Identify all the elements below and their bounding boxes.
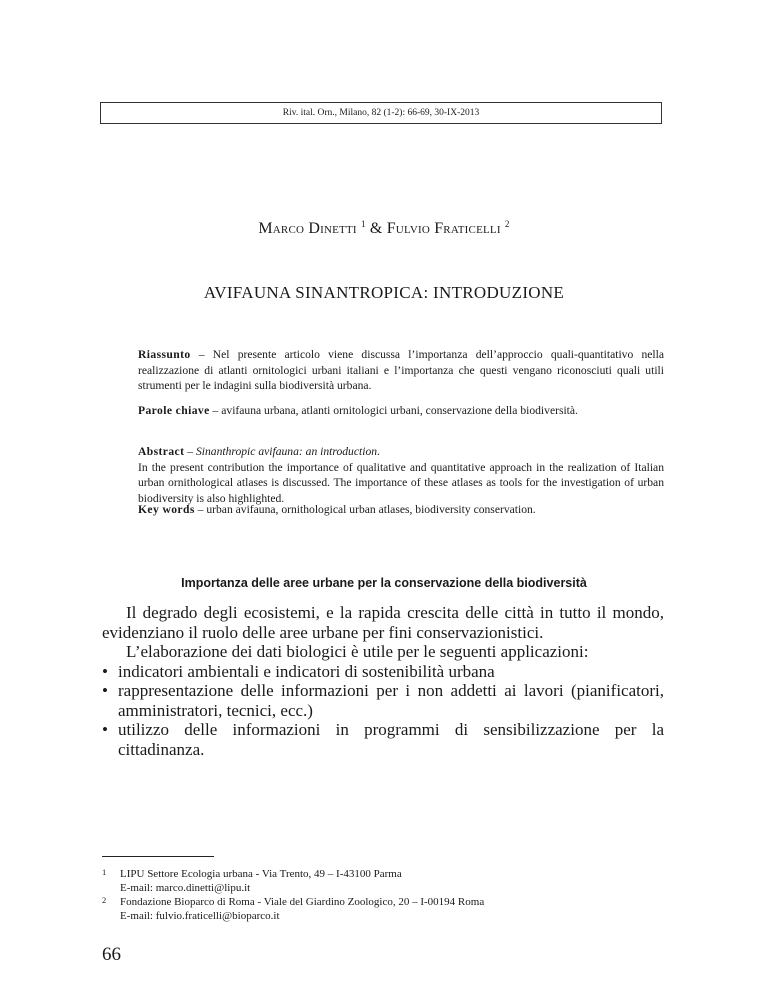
running-head-text: Riv. ital. Orn., Milano, 82 (1-2): 66-69, 30-IX-2013: [282, 108, 480, 118]
list-item: [102, 720, 664, 759]
footnote-2-number: 2: [102, 895, 107, 905]
list-item-text: utilizzo delle informazioni in programmi di sensibilizzazione per la cittadinanza.: [118, 720, 664, 759]
article-title: AVIFAUNA SINANTROPICA: INTRODUZIONE: [203, 283, 565, 302]
parole-chiave-block: [102, 403, 664, 419]
bullet-icon: •: [102, 720, 108, 739]
abstract-label: Abstract: [138, 445, 185, 458]
parole-chiave-text: avifauna urbana, atlanti ornitologici urbani, conservazione della biodiversità.: [221, 404, 578, 417]
footnote-2: [102, 895, 664, 923]
footnote-2-affiliation: Fondazione Bioparco di Roma - Viale del Giardino Zoologico, 20 – I-00194 Roma: [120, 896, 485, 908]
author-2-affiliation-marker: 2: [504, 219, 510, 229]
body-paragraph-1: Il degrado degli ecosistemi, e la rapida crescita delle città in tutto il mondo, evidenziano il ruolo delle aree urbane per fini conservazionistici.: [102, 603, 664, 642]
authors-line: [0, 219, 768, 238]
footnote-rule: [102, 856, 214, 857]
footnote-1-number: 1: [102, 867, 107, 877]
key-words-label: Key words: [138, 503, 195, 516]
riassunto-block: [102, 347, 664, 394]
abstract-block: [102, 444, 664, 506]
riassunto-label: Riassunto: [138, 348, 191, 361]
author-2: Fulvio Fraticelli: [386, 220, 501, 237]
author-1: Marco Dinetti: [258, 220, 357, 237]
abstract-title-end: .: [377, 445, 380, 458]
applications-list: [102, 662, 664, 760]
key-words-text: urban avifauna, ornithological urban atlases, biodiversity conservation.: [206, 503, 536, 516]
footnote-1-affiliation: LIPU Settore Ecologia urbana - Via Trento, 49 – I-43100 Parma: [120, 868, 402, 880]
page-number: 66: [102, 944, 121, 965]
key-words-block: [102, 502, 664, 518]
riassunto-text: Nel presente articolo viene discussa l’importanza dell’approccio quali-quantitativo nella realizzazione di atlanti ornitologici urbani italiani e l’importanza che questi vengano riconosciuti quali utili strumenti per le indagini sulla biodiversità urbana.: [138, 348, 664, 392]
bullet-icon: •: [102, 681, 108, 700]
footnote-1-email: E-mail: marco.dinetti@lipu.it: [120, 882, 251, 894]
riassunto-dash: –: [198, 348, 205, 361]
list-item: [102, 662, 664, 682]
abstract-dash: –: [187, 445, 194, 458]
list-item-text: rappresentazione delle informazioni per i non addetti ai lavori (pianificatori, amministratori, tecnici, ecc.): [118, 681, 664, 720]
body-paragraph-2: L’elaborazione dei dati biologici è utile per le seguenti applicazioni:: [126, 642, 589, 661]
footnote-1: [102, 867, 664, 895]
abstract-text: In the present contribution the importance of qualitative and quantitative approach in the realization of Italian urban ornithological atlases is discussed. The importance of these atlases as tools for the investigation of urban biodiversity is also highlighted.: [138, 460, 664, 505]
key-words-dash: –: [197, 503, 204, 516]
section-heading: Importanza delle aree urbane per la conservazione della biodiversità: [181, 576, 587, 590]
list-item: [102, 681, 664, 720]
list-item-text: indicatori ambientali e indicatori di sostenibilità urbana: [118, 661, 495, 681]
author-1-affiliation-marker: 1: [360, 219, 366, 229]
body-text: [102, 603, 664, 759]
parole-chiave-dash: –: [212, 404, 219, 417]
author-separator: &: [369, 220, 383, 237]
running-head: [100, 102, 662, 124]
parole-chiave-label: Parole chiave: [138, 404, 210, 417]
bullet-icon: •: [102, 661, 108, 681]
abstract-title: Sinanthropic avifauna: an introduction: [195, 445, 378, 458]
footnote-2-email: E-mail: fulvio.fraticelli@bioparco.it: [120, 910, 280, 922]
